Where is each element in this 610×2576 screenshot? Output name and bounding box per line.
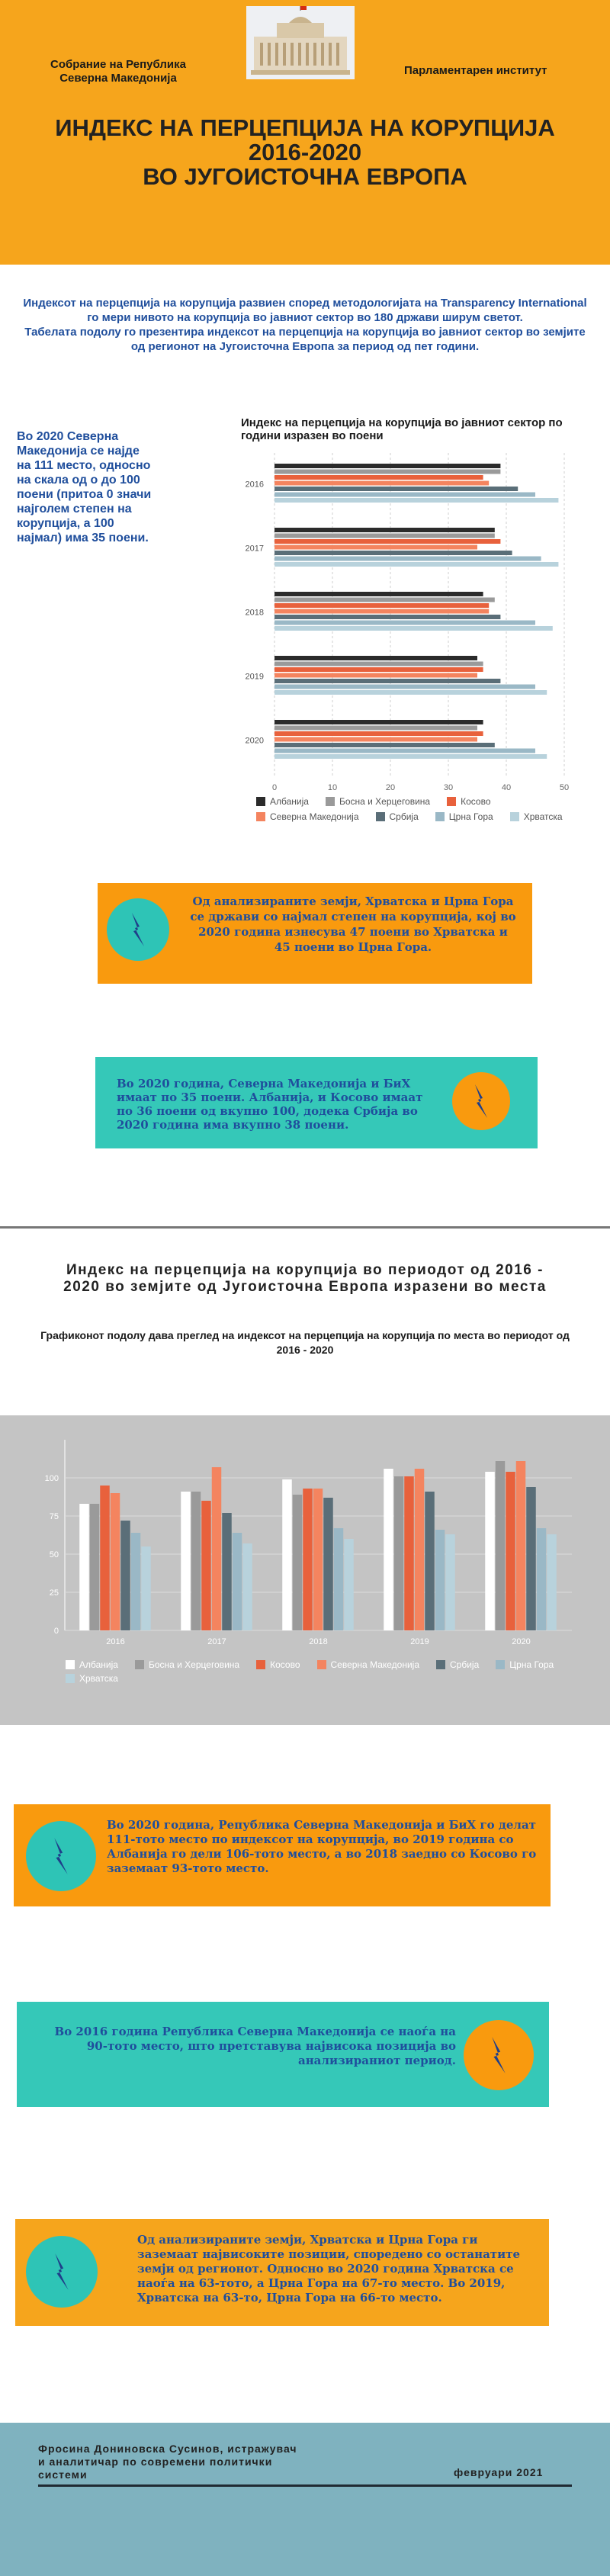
chart2-legend-item — [66, 1673, 118, 1684]
chart2-bar — [425, 1492, 435, 1630]
chart2-bar — [191, 1492, 201, 1630]
chart2-category-label: 2016 — [106, 1637, 125, 1646]
chart1-category-label: 2016 — [245, 480, 264, 490]
callout-text-1: Од анализираните земји, Хрватска и Црна Гора се држави со најмал степен на корупција, кој во 2020 година изнесува 47 поени во Хрватска и 45 поени во Црна Гора. — [190, 895, 516, 954]
chart1-bar — [274, 656, 477, 660]
chart2-bar — [79, 1504, 89, 1630]
chart2-legend-label: Србија — [450, 1659, 480, 1670]
chart2-legend-item — [135, 1659, 239, 1670]
chart2-legend-label: Црна Гора — [509, 1659, 554, 1670]
chart1-bar — [274, 685, 535, 689]
chart2-tick-label: 50 — [49, 1550, 59, 1559]
chart1-bar — [274, 737, 477, 742]
chart2-bar — [384, 1469, 393, 1630]
intro-text — [23, 296, 587, 354]
chart1-title: Индекс на перцепција на корупција во јавниот сектор по години изразен во поени — [241, 416, 563, 442]
callout-box-5 — [15, 2219, 549, 2326]
lightning-icon — [107, 898, 169, 961]
callout-text-2: Во 2020 година, Северна Македонија и БиХ имаат по 35 поени. Албанија, и Косово имаат по 36 поени од вкупно 100, додека Србија во 2020 година има вкупно 38 поени. — [117, 1077, 423, 1132]
chart2-bar — [201, 1501, 211, 1630]
callout-box-3 — [14, 1804, 551, 1906]
chart1-bar — [274, 475, 483, 480]
chart2-legend-label: Косово — [270, 1659, 300, 1670]
lightning-icon — [26, 2236, 98, 2308]
chart1-tick-label: 0 — [271, 783, 278, 792]
chart1-legend-swatch — [435, 812, 445, 821]
institute-name: Парламентарен институт — [404, 64, 547, 77]
chart2-bar — [293, 1495, 303, 1630]
chart1-category-label: 2019 — [245, 672, 264, 682]
chart2-bar — [537, 1528, 547, 1630]
chart1-bar — [274, 598, 495, 602]
chart1-hbar — [229, 442, 587, 793]
chart2-bar — [516, 1461, 526, 1630]
chart2-legend-item — [436, 1659, 479, 1670]
chart1-bar — [274, 609, 489, 614]
parliament-building-icon — [246, 6, 355, 79]
chart2-bar — [100, 1486, 110, 1630]
chart1-legend-swatch — [256, 797, 265, 806]
chart1-bar — [274, 498, 558, 503]
chart2-category-label: 2018 — [309, 1637, 328, 1646]
chart2-bar — [394, 1476, 404, 1630]
chart2-bar — [222, 1513, 232, 1630]
chart1-tick-label: 10 — [327, 783, 338, 792]
section2-subtitle: Графиконот подолу дава преглед на индексот на перцепција на корупција по места во периодот од 2016 - 2020 — [40, 1329, 570, 1356]
chart2-tick-label: 25 — [49, 1588, 59, 1598]
page-title — [15, 116, 595, 189]
chart2-bar — [90, 1504, 100, 1630]
chart2-legend-swatch — [256, 1660, 265, 1669]
chart1-legend-item — [256, 811, 359, 822]
chart1-category-label: 2020 — [245, 736, 264, 746]
chart2-legend-label: Босна и Херцеговина — [148, 1659, 240, 1670]
chart2-bar — [181, 1492, 191, 1630]
section-divider — [0, 1226, 610, 1229]
chart1-tick-label: 40 — [501, 783, 512, 792]
chart1-bar — [274, 562, 558, 567]
chart1-bar — [274, 464, 500, 468]
chart1-legend-swatch — [447, 797, 456, 806]
chart1-bar — [274, 487, 518, 491]
chart1-bar — [274, 673, 477, 678]
chart1-tick-label: 50 — [559, 783, 570, 792]
lightning-icon — [26, 1821, 96, 1891]
lightning-icon — [452, 1072, 510, 1130]
chart2-bar — [404, 1476, 414, 1630]
chart1-legend-swatch — [256, 812, 265, 821]
chart1-bar — [274, 720, 483, 724]
chart2-legend-item — [317, 1659, 420, 1670]
chart1-legend-item — [510, 811, 563, 822]
chart1-legend-item — [376, 811, 419, 822]
chart2-legend-swatch — [317, 1660, 326, 1669]
chart2-bar — [131, 1533, 141, 1630]
title-line-2: 2016-2020 — [248, 139, 362, 165]
chart2-bar — [111, 1493, 120, 1630]
chart1-bar — [274, 551, 512, 555]
chart2-bar — [547, 1534, 557, 1630]
chart2-bar — [415, 1469, 425, 1630]
footer-rule — [38, 2484, 572, 2487]
chart2-bar — [485, 1472, 495, 1630]
callout-box-4 — [17, 2002, 549, 2107]
callout-text-3: Во 2020 година, Република Северна Македонија и БиХ го делат 111-тото место по индексот на корупција, во 2019 година со Албанија го дели 106-тото место, а во 2018 заедно со Косово го заземаат 93-тото место. — [107, 1818, 537, 1875]
chart2-legend-swatch — [135, 1660, 144, 1669]
chart2-bar — [496, 1461, 506, 1630]
title-line-3: ВО ЈУГОИСТОЧНА ЕВРОПА — [143, 163, 467, 190]
chart2-legend-swatch — [436, 1660, 445, 1669]
callout-text-5: Од анализираните земји, Хрватска и Црна Гора ги заземаат највисоките позиции, споредено со останатите земји од регионот. Односно во 2020 година Хрватска се наоѓа на 63-тото, а Црна Гора на 67-то место. Во 2019, Хрватска на 63-то, Црна Гора на 66-то место. — [137, 2233, 521, 2305]
chart1-bar — [274, 470, 500, 474]
chart2-bar — [120, 1521, 130, 1630]
chart1-bar — [274, 493, 535, 497]
chart1-bar — [274, 592, 483, 596]
chart2-bar — [282, 1479, 292, 1630]
chart2-bar — [526, 1487, 536, 1630]
chart2-bar — [141, 1547, 151, 1630]
chart1-legend-label: Србија — [389, 811, 419, 822]
chart1-bar — [274, 731, 483, 736]
chart1-bar — [274, 539, 500, 544]
chart1-legend-item — [435, 811, 493, 822]
chart1-legend-item — [326, 796, 430, 807]
chart2-bar — [212, 1467, 222, 1630]
publish-date: февруари 2021 — [454, 2466, 544, 2478]
chart2-bar — [344, 1539, 354, 1630]
chart1-bar — [274, 603, 489, 608]
chart1-legend-label: Хрватска — [523, 811, 563, 822]
chart1-bar — [274, 528, 495, 532]
chart1-bar — [274, 557, 541, 561]
chart1-category-label: 2018 — [245, 608, 264, 618]
chart2-bar — [506, 1472, 515, 1630]
chart1-category-label: 2017 — [245, 544, 264, 554]
chart1-bar — [274, 754, 547, 759]
chart2-bar — [323, 1498, 333, 1630]
chart1-legend-label: Албанија — [270, 796, 309, 807]
chart2-category-label: 2017 — [207, 1637, 226, 1646]
chart1-legend-item — [447, 796, 490, 807]
intro-paragraph-2: Табелата подолу го презентира индексот на перцепција на корупција во јавниот сектор во земјите од регионот на Југоисточна Европа за период од пет години. — [24, 326, 586, 353]
chart2-tick-label: 0 — [53, 1627, 59, 1636]
chart2-category-label: 2020 — [512, 1637, 531, 1646]
chart1-legend-label: Косово — [461, 796, 491, 807]
chart1-bar — [274, 534, 495, 538]
chart2-legend — [66, 1659, 569, 1684]
callout-text-4: Во 2016 година Република Северна Македонија се наоѓа на 90-тото место, што претставува највисока позиција во анализираниот период. — [54, 2025, 456, 2067]
chart2-legend-label: Северна Македонија — [330, 1659, 420, 1670]
chart1-bar — [274, 662, 483, 666]
lightning-icon — [464, 2020, 534, 2090]
chart1-bar — [274, 545, 477, 550]
chart1-bar — [274, 621, 535, 625]
title-line-1: ИНДЕКС НА ПЕРЦЕПЦИЈА НА КОРУПЦИЈА — [55, 114, 555, 141]
chart2-category-label: 2019 — [410, 1637, 429, 1646]
chart2-legend-item — [256, 1659, 300, 1670]
author: Фросина Дониновска Сусинов, истражувач и аналитичар по современи политички системи — [38, 2443, 297, 2481]
chart2-bar — [445, 1534, 455, 1630]
side-note: Во 2020 Северна Македонија се најде на 111 место, односно на скала од о до 100 поени (притоа 0 значи најголем степен на корупција, а 100 најмал) има 35 поени. — [17, 430, 152, 544]
chart1-bar — [274, 690, 547, 695]
chart2-legend-swatch — [496, 1660, 505, 1669]
chart1-bar — [274, 481, 489, 486]
parliament-name: Собрание на Република Северна Македонија — [50, 58, 186, 85]
chart1-bar — [274, 667, 483, 672]
chart2-legend-item — [66, 1659, 118, 1670]
chart1-bar — [274, 679, 500, 683]
chart2-bar — [334, 1528, 344, 1630]
chart1-bar — [274, 615, 500, 619]
chart1-legend-label: Црна Гора — [448, 811, 493, 822]
chart1-bar — [274, 626, 553, 631]
chart1-bar — [274, 749, 535, 753]
chart1-legend — [256, 796, 576, 822]
chart1-bar — [274, 726, 477, 731]
chart2-tick-label: 100 — [44, 1474, 59, 1483]
chart2-legend-item — [496, 1659, 554, 1670]
chart2-legend-swatch — [66, 1674, 75, 1683]
chart1-legend-swatch — [326, 797, 335, 806]
chart2-bar — [233, 1533, 242, 1630]
chart1-bar — [274, 743, 495, 747]
intro-paragraph-1: Индексот на перцепција на корупција развиен според методологијата на Transparency International го мери нивото на корупција во јавниот сектор во 180 држави ширум светот. — [23, 297, 587, 324]
callout-box-2 — [95, 1057, 538, 1148]
chart2-tick-label: 75 — [49, 1512, 59, 1521]
chart2-bar — [313, 1489, 323, 1630]
chart1-legend-swatch — [510, 812, 519, 821]
chart1-tick-label: 30 — [443, 783, 454, 792]
chart2-bar — [303, 1489, 313, 1630]
chart2-legend-label: Хрватска — [79, 1673, 118, 1684]
chart1-legend-item — [256, 796, 309, 807]
chart2-vbar — [30, 1434, 580, 1647]
chart2-bar — [435, 1530, 445, 1630]
callout-box-1 — [98, 883, 532, 984]
chart2-bar — [242, 1543, 252, 1630]
chart1-legend-label: Босна и Херцеговина — [339, 796, 431, 807]
chart2-legend-swatch — [66, 1660, 75, 1669]
chart2-legend-label: Албанија — [79, 1659, 118, 1670]
chart1-legend-swatch — [376, 812, 385, 821]
chart1-legend-label: Северна Македонија — [270, 811, 359, 822]
chart1-tick-label: 20 — [385, 783, 396, 792]
section2-title: Индекс на перцепција на корупција во периодот од 2016 - 2020 во земјите од Југоисточна Европа изразени во места — [63, 1262, 547, 1295]
